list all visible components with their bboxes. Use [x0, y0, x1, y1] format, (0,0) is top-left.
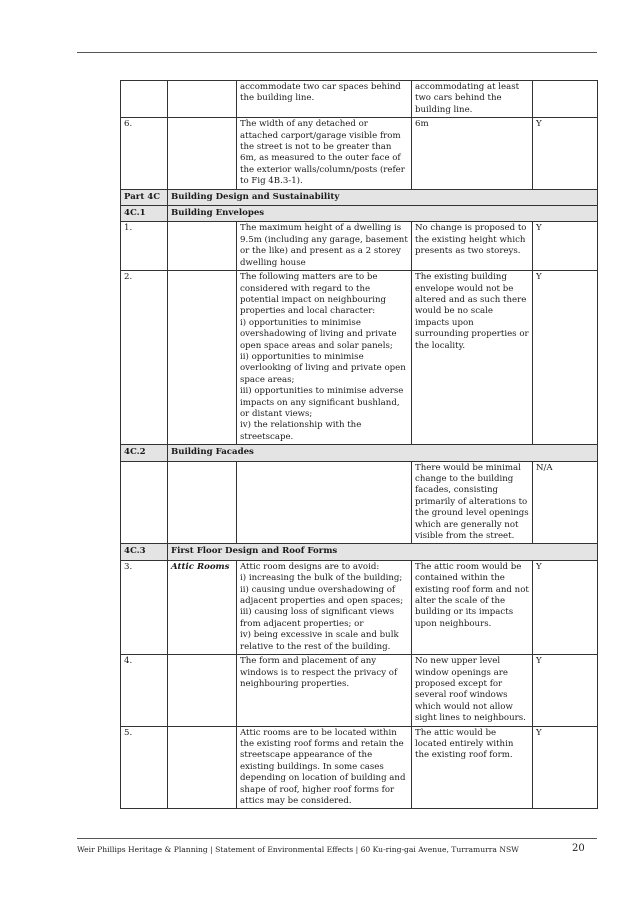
proposal-text: The attic would be located entirely within the existing roof form. — [412, 726, 533, 809]
table-row — [121, 655, 598, 726]
requirement-text: Attic room designs are to avoid: i) increasing the bulk of the building; ii) causing undue overshadowing of adjacent properties and open spaces; iii) causing loss of significant views from adjacent properties; or iv) being excessive in scale and bulk relative to the rest of the building. — [237, 560, 412, 654]
complies-value: Y — [533, 726, 598, 809]
requirement-text: The form and placement of any windows is to respect the privacy of neighbouring properties. — [237, 655, 412, 726]
table-row — [121, 271, 598, 445]
complies-value: Y — [533, 560, 598, 654]
row-number — [121, 461, 168, 544]
control-name — [168, 222, 237, 271]
row-number: 2. — [121, 271, 168, 445]
complies-value: Y — [533, 655, 598, 726]
complies-value: Y — [533, 118, 598, 189]
complies-value — [533, 81, 598, 118]
section-number: 4C.2 — [121, 445, 168, 461]
requirement-text: The following matters are to be considered with regard to the potential impact on neighbouring properties and local character: i) opportunities to minimise overshadowing of living and private open space areas and solar panels; ii) opportunities to minimise overlooking of living and private open space areas; iii) opportunities to minimise adverse impacts on any significant bushland, or distant views; iv) the relationship with the streetscape. — [237, 271, 412, 445]
footer-rule — [77, 838, 597, 839]
control-name — [168, 655, 237, 726]
proposal-text: No change is proposed to the existing height which presents as two storeys. — [412, 222, 533, 271]
section-header-row — [121, 206, 598, 222]
compliance-table — [120, 80, 598, 809]
control-name — [168, 81, 237, 118]
table-row — [121, 118, 598, 189]
section-title: Building Envelopes — [168, 206, 598, 222]
control-name: Attic Rooms — [168, 560, 237, 654]
proposal-text: There would be minimal change to the building facades, consisting primarily of alterations to the ground level openings which are generally not visible from the street. — [412, 461, 533, 544]
table-row — [121, 222, 598, 271]
complies-value: Y — [533, 222, 598, 271]
requirement-text: accommodate two car spaces behind the building line. — [237, 81, 412, 118]
row-number: 1. — [121, 222, 168, 271]
proposal-text: 6m — [412, 118, 533, 189]
section-title: Building Facades — [168, 445, 598, 461]
proposal-text: The attic room would be contained within the existing roof form and not alter the scale of the building or its impacts upon neighbours. — [412, 560, 533, 654]
complies-value: Y — [533, 271, 598, 445]
row-number: 3. — [121, 560, 168, 654]
control-name — [168, 726, 237, 809]
control-name — [168, 461, 237, 544]
section-number: Part 4C — [121, 189, 168, 205]
section-number: 4C.3 — [121, 544, 168, 560]
requirement-text: The width of any detached or attached carport/garage visible from the street is not to be greater than 6m, as measured to the outer face of the exterior walls/column/posts (refer to Fig 4B.3-1). — [237, 118, 412, 189]
row-number: 4. — [121, 655, 168, 726]
section-title: First Floor Design and Roof Forms — [168, 544, 598, 560]
section-number: 4C.1 — [121, 206, 168, 222]
proposal-text: accommodating at least two cars behind the building line. — [412, 81, 533, 118]
complies-value: N/A — [533, 461, 598, 544]
table-row — [121, 726, 598, 809]
header-rule — [77, 52, 597, 53]
footer-text: Weir Phillips Heritage & Planning | Statement of Environmental Effects | 60 Ku-ring-gai Avenue, Turramurra NSW — [77, 845, 519, 854]
table-row — [121, 81, 598, 118]
requirement-text — [237, 461, 412, 544]
requirement-text: Attic rooms are to be located within the existing roof forms and retain the streetscape appearance of the existing buildings. In some cases depending on location of building and shape of roof, higher roof forms for attics may be considered. — [237, 726, 412, 809]
table-row — [121, 461, 598, 544]
compliance-table-body — [121, 81, 598, 809]
section-header-row — [121, 189, 598, 205]
requirement-text: The maximum height of a dwelling is 9.5m (including any garage, basement or the like) and present as a 2 storey dwelling house — [237, 222, 412, 271]
row-number: 6. — [121, 118, 168, 189]
proposal-text: No new upper level window openings are proposed except for several roof windows which would not allow sight lines to neighbours. — [412, 655, 533, 726]
section-header-row — [121, 445, 598, 461]
page-number: 20 — [572, 843, 585, 854]
control-name — [168, 118, 237, 189]
row-number: 5. — [121, 726, 168, 809]
proposal-text: The existing building envelope would not be altered and as such there would be no scale impacts upon surrounding properties or the locality. — [412, 271, 533, 445]
section-header-row — [121, 544, 598, 560]
table-row — [121, 560, 598, 654]
row-number — [121, 81, 168, 118]
section-title: Building Design and Sustainability — [168, 189, 598, 205]
control-name — [168, 271, 237, 445]
